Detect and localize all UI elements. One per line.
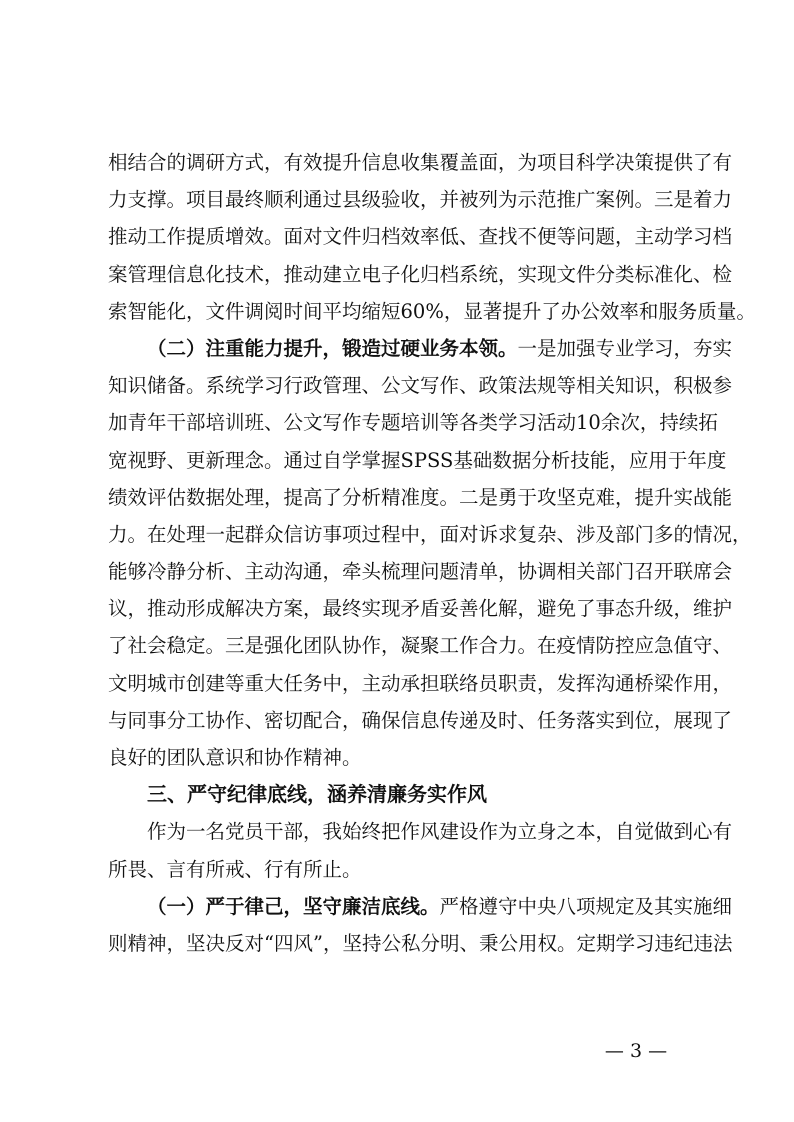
page-number: — 3 — [604,1040,668,1062]
paragraph-line: 力。在处理一起群众信访事项过程中，面对诉求复杂、涉及部门多的情况， [108,522,752,546]
paragraph-line: 文明城市创建等重大任务中，主动承担联络员职责，发挥沟通桥梁作用， [108,671,733,695]
paragraph-line: 相结合的调研方式，有效提升信息收集覆盖面，为项目科学决策提供了有 [108,151,733,174]
paragraph-line: 知识储备。系统学习行政管理、公文写作、政策法规等相关知识，积极参 [108,374,733,398]
paragraph-line: 与同事分工协作、密切配合，确保信息传递及时、任务落实到位，展现了 [108,708,733,732]
paragraph-line: 力支撑。项目最终顺利通过县级验收，并被列为示范推广案例。三是着力 [108,188,733,212]
paragraph-text: 严格遵守中央八项规定及其实施细 [439,894,733,918]
paragraph-first-line [108,330,733,367]
paragraph-line: 索智能化，文件调阅时间平均缩短60%，显著提升了办公效率和服务质量。 [108,299,756,323]
paragraph-line: 良好的团队意识和协作精神。 [108,746,362,769]
paragraph-line: 绩效评估数据处理，提高了分析精准度。二是勇于攻坚克难，提升实战能 [108,485,733,509]
paragraph-line: 案管理信息化技术，推动建立电子化归档系统，实现文件分类标准化、检 [108,262,733,286]
paragraph-line: 加青年干部培训班、公文写作专题培训等各类学习活动10余次，持续拓 [108,411,718,435]
paragraph-line: 宽视野、更新理念。通过自学掌握SPSS基础数据分析技能，应用于年度 [108,448,727,472]
paragraph-line: 了社会稳定。三是强化团队协作，凝聚工作合力。在疫情防控应急值守、 [108,634,733,658]
paragraph-line: 推动工作提质增效。面对文件归档效率低、查找不便等问题，主动学习档 [108,225,733,249]
paragraph-first-line [108,888,733,925]
subsection-heading: （二）注重能力提升，锻造过硬业务本领。 [147,336,518,360]
section-heading: 三、严守纪律底线，涵养清廉务实作风 [147,782,487,807]
paragraph-line: 能够冷静分析、主动沟通，牵头梳理问题清单，协调相关部门召开联席会 [108,560,733,584]
document-body [108,144,756,962]
paragraph-line: 议，推动形成解决方案，最终实现矛盾妥善化解，避免了事态升级，维护 [108,597,733,621]
paragraph-text: 一是加强专业学习，夯实 [517,336,733,360]
subsection-heading: （一）严于律己，坚守廉洁底线。 [147,894,440,918]
paragraph-line: 所畏、言有所戒、行有所止。 [108,857,362,881]
paragraph-first-line: 作为一名党员干部，我始终把作风建设作为立身之本，自觉做到心有 [147,820,733,844]
paragraph-line: 则精神，坚决反对“四风”，坚持公私分明、秉公用权。定期学习违纪违法 [108,931,733,955]
